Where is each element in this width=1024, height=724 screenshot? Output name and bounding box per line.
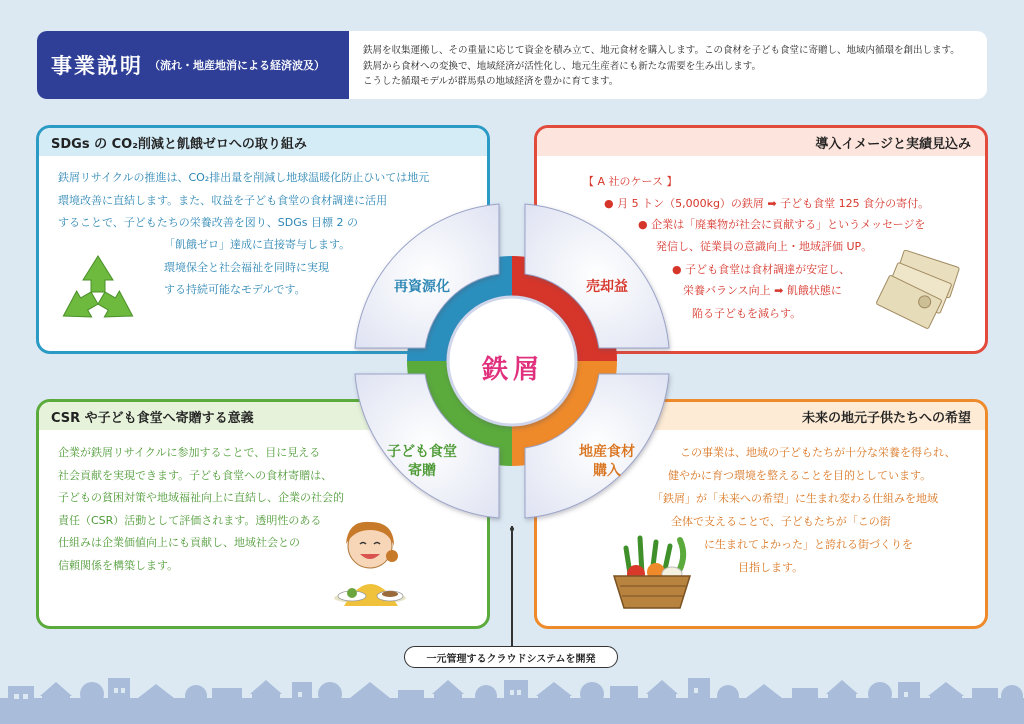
header-title-box bbox=[37, 31, 349, 99]
center-label: 鉄屑 bbox=[481, 355, 544, 385]
town-skyline bbox=[0, 668, 1024, 724]
header-banner bbox=[37, 31, 987, 99]
header-subtitle: （流れ・地産地消による経済波及） bbox=[149, 59, 325, 72]
segment-donation-line: 寄贈 bbox=[408, 463, 436, 479]
sdgs-line: することで、子どもたちの栄養改善を図り、SDGs 目標 2 の bbox=[58, 216, 358, 229]
csr-line: 子どもの貧困対策や地域福祉向上に直結し、企業の社会的 bbox=[58, 491, 344, 504]
segment-donation-label bbox=[377, 443, 467, 481]
future-panel-title: 未来の地元子供たちへの希望 bbox=[537, 402, 985, 430]
intro-line: 発信し、従業員の意識向上・地域評価 UP。 bbox=[656, 240, 873, 253]
csr-line: 責任（CSR）活動として評価されます。透明性のある bbox=[58, 513, 322, 527]
intro-line: 陥る子どもを減らす。 bbox=[692, 307, 802, 320]
sdgs-line: する持続可能なモデルです。 bbox=[164, 283, 306, 296]
recycle-icon bbox=[55, 248, 141, 334]
sdgs-line: 環境改善に直結します。また、収益を子ども食堂の食材調達に活用 bbox=[58, 193, 388, 207]
segment-sale-label: 売却益 bbox=[586, 279, 628, 295]
intro-case-label: 【 A 社のケース 】 bbox=[583, 175, 678, 188]
sdgs-line: 環境保全と社会福祉を同時に実現 bbox=[164, 260, 329, 274]
child-eating-icon bbox=[330, 514, 414, 606]
connector-line bbox=[511, 526, 513, 646]
sdgs-panel-title: SDGs の CO₂削減と飢餓ゼロへの取り組み bbox=[39, 128, 487, 156]
csr-line: 仕組みは企業価値向上にも貢献し、地域社会との bbox=[58, 536, 300, 549]
future-line: 「鉄屑」が「未来への希望」に生まれ変わる仕組みを地域 bbox=[652, 492, 938, 505]
cloud-system-label: 一元管理するクラウドシステムを開発 bbox=[404, 646, 618, 668]
future-line: 健やかに育つ環境を整えることを目的としています。 bbox=[668, 469, 932, 482]
sdgs-line: 鉄屑リサイクルの推進は、CO₂排出量を削減し地球温暖化防止ひいては地元 bbox=[58, 171, 430, 184]
csr-line: 企業が鉄屑リサイクルに参加することで、目に見える bbox=[58, 446, 321, 459]
intro-line: ● 企業は「廃棄物が社会に貢献する」というメッセージを bbox=[638, 218, 926, 231]
csr-line: 社会貢献を実現できます。子ども食堂への食材寄贈は、 bbox=[58, 468, 333, 482]
header-line: こうした循環モデルが群馬県の地域経済を豊かに育てます。 bbox=[363, 76, 619, 87]
banknotes-icon bbox=[868, 250, 968, 340]
segment-purchase-line: 購入 bbox=[593, 463, 621, 479]
csr-text bbox=[58, 442, 344, 577]
header-line: 鉄屑を収集運搬し、その重量に応じて資金を積み立て、地元食材を購入します。この食材を子ども食堂に寄贈し、地域内循環を創出します。 bbox=[363, 45, 960, 56]
intro-line: 栄養バランス向上 ➡ 飢餓状態に bbox=[683, 284, 842, 297]
header-line: 鉄屑から食材への変換で、地域経済が活性化し、地元生産者にも新たな需要を生み出します。 bbox=[363, 60, 762, 72]
intro-line: ● 子ども食堂は食材調達が安定し、 bbox=[672, 263, 851, 276]
intro-panel-title: 導入イメージと実績見込み bbox=[537, 128, 985, 156]
segment-purchase-line: 地産食材 bbox=[579, 444, 635, 460]
csr-panel-title: CSR や子ども食堂へ寄贈する意義 bbox=[39, 402, 487, 430]
segment-purchase-label bbox=[562, 443, 652, 481]
connector-dot bbox=[510, 527, 514, 531]
vegetable-basket-icon bbox=[600, 528, 704, 612]
future-line: この事業は、地域の子どもたちが十分な栄養を得られ、 bbox=[680, 446, 956, 459]
future-line: 全体で支えることで、子どもたちが「この街 bbox=[671, 515, 891, 528]
intro-line: ● 月 5 トン（5,000kg）の鉄屑 ➡ 子ども食堂 125 食分の寄付。 bbox=[604, 197, 930, 210]
future-line: 目指します。 bbox=[738, 561, 804, 574]
future-line: に生まれてよかった」と誇れる街づくりを bbox=[704, 538, 913, 551]
csr-line: 信頼関係を構築します。 bbox=[58, 558, 179, 572]
header-description bbox=[363, 43, 960, 90]
segment-donation-line: 子ども食堂 bbox=[387, 444, 457, 460]
header-title: 事業説明 bbox=[51, 54, 143, 78]
sdgs-line: 「飢餓ゼロ」達成に直接寄与します。 bbox=[164, 238, 351, 251]
segment-recycle-label: 再資源化 bbox=[394, 279, 450, 295]
sdgs-text-indented bbox=[164, 234, 350, 302]
